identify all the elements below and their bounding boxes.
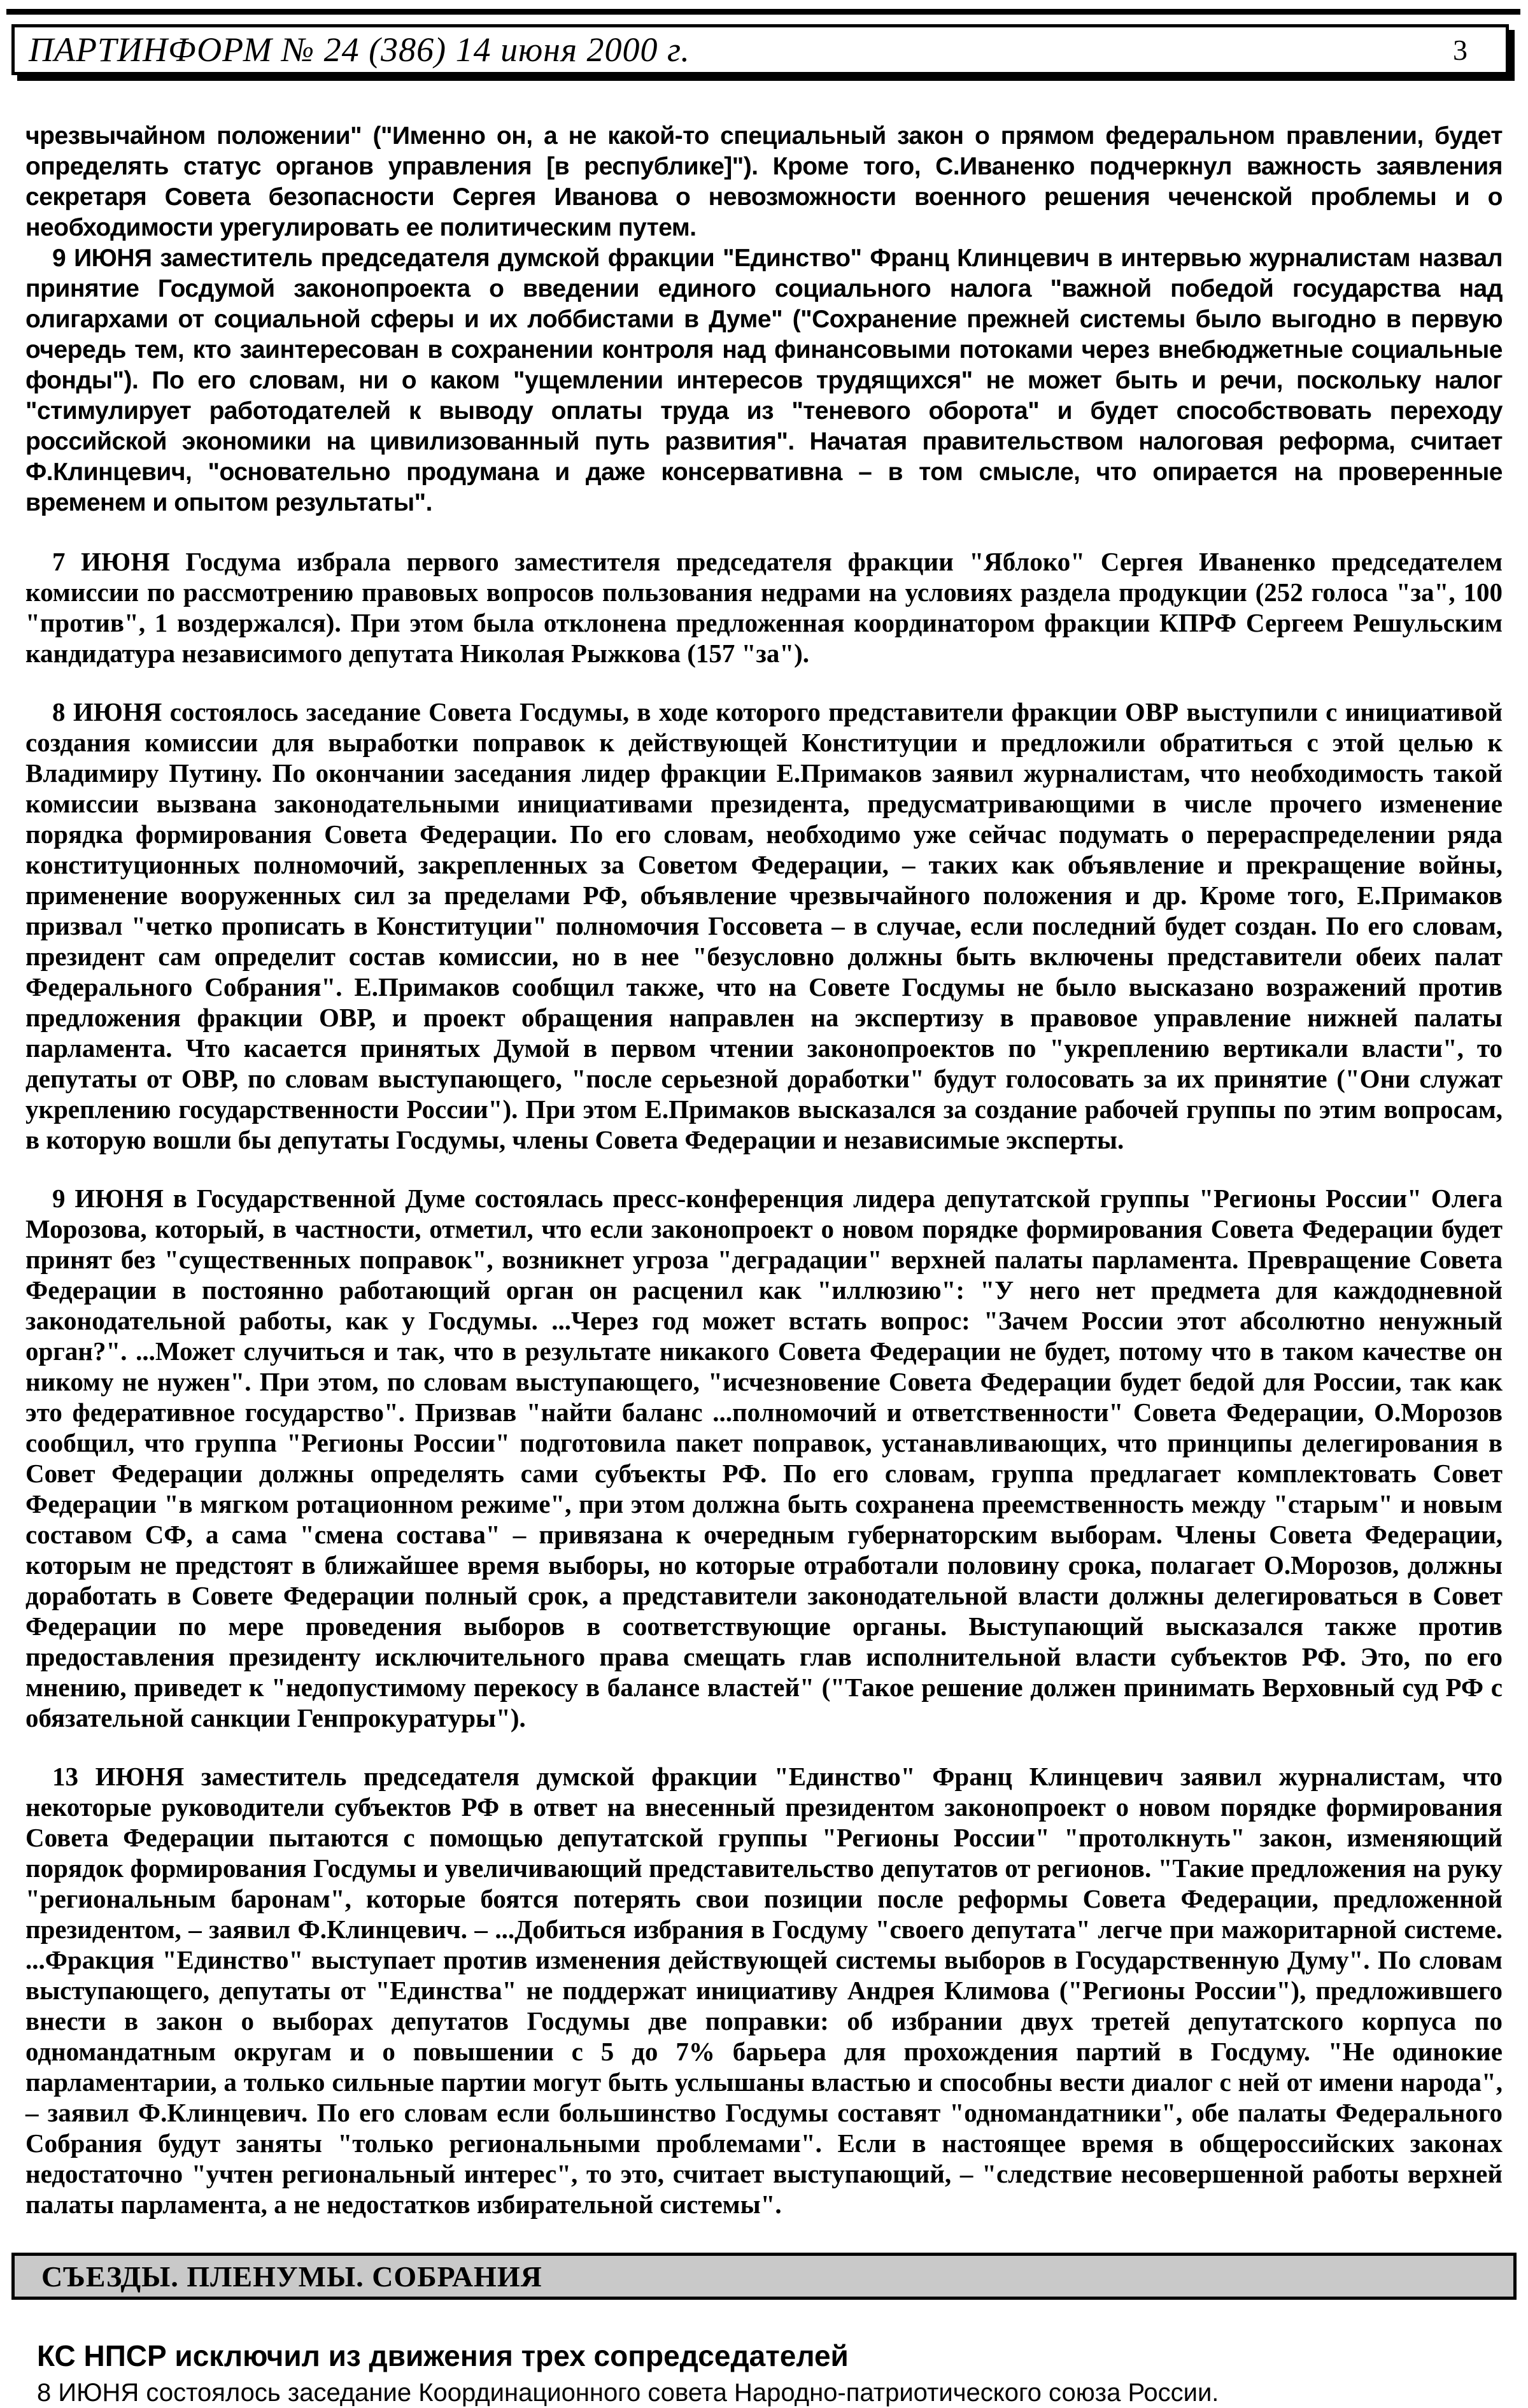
section-title: СЪЕЗДЫ. ПЛЕНУМЫ. СОБРАНИЯ bbox=[41, 2260, 542, 2293]
page-number: 3 bbox=[1453, 33, 1468, 66]
section-header-bar bbox=[11, 2253, 1517, 2300]
body-paragraph: 9 ИЮНЯ заместитель председателя думской фракции "Единство" Франц Клинцевич в интервью журналистам назвал принятие Госдумой законопроекта о введении единого социального налога "важной победой государства над олигархами от социальной сферы и их лоббистами в Думе" ("Сохранение прежней системы было выгодно в первую очередь тем, кто заинтересован в сохранении контроля над финансовыми потоками через внебюджетные социальные фонды"). По его словам, ни о каком "ущемлении интересов трудящихся" не может быть и речи, поскольку налог "стимулирует работодателей к выводу оплаты труда из "теневого оборота" и будет способствовать переходу российской экономики на цивилизованный путь развития". Начатая правительством налоговая реформа, считает Ф.Клинцевич, "основательно продумана и даже консервативна – в том смысле, что опирается на проверенные временем и опытом результаты". bbox=[25, 244, 1503, 516]
body-paragraph: 8 ИЮНЯ состоялось заседание Совета Госдумы, в ходе которого представители фракции ОВР выступили с инициативой создания комиссии для выработки поправок к действующей Конституции и предложили обратиться с этой целью к Владимиру Путину. По окончании заседания лидер фракции Е.Примаков заявил журналистам, что необходимость такой комиссии вызвана законодательными инициативами президента, предусматривающими в числе прочего изменение порядка формирования Совета Федерации. По его словам, необходимо уже сейчас подумать о перераспределении ряда конституционных полномочий, закрепленных за Советом Федерации, – таких как объявление и прекращение войны, применение вооруженных сил за пределами РФ, объявление чрезвычайного положения и др. Кроме того, Е.Примаков призвал "четко прописать в Конституции" полномочия Госсовета – в случае, если последний будет создан. По его словам, президент сам определит состав комиссии, но в нее "безусловно должны быть включены представители обеих палат Федерального Собрания". Е.Примаков сообщил также, что на Совете Госдумы не было высказано возражений против предложения фракции ОВР, и проект обращения направлен на экспертизу в правовое управление нижней палаты парламента. Что касается принятых Думой в первом чтении законопроектов по "укреплению вертикали власти", то депутаты от ОВР, по словам выступающего, "после серьезной доработки" будут голосовать за их принятие ("Они служат укреплению государственности России"). При этом Е.Примаков высказался за создание рабочей группы по этим вопросам, в которую вошли бы депутаты Госдумы, члены Совета Федерации и независимые эксперты. bbox=[25, 697, 1503, 1154]
page-header bbox=[11, 24, 1509, 75]
body-paragraph: 9 ИЮНЯ в Государственной Думе состоялась пресс-конференция лидера депутатской группы "Регионы России" Олега Морозова, который, в частности, отметил, что если законопроект о новом порядке формирования Совета Федерации будет принят без "существенных поправок", возникнет угроза "деградации" верхней палаты парламента. Превращение Совета Федерации в постоянно работающий орган он расценил как "иллюзию": "У него нет предмета для каждодневной законодательной работы, как у Госдумы. ...Через год может встать вопрос: "Зачем России этот абсолютно ненужный орган?". ...Может случиться и так, что в результате никакого Совета Федерации не будет, потому что в таком качестве он никому не нужен". При этом, по словам выступающего, "исчезновение Совета Федерации будет бедой для России, так как это федеративное государство". Призвав "найти баланс ...полномочий и ответственности" Совета Федерации, О.Морозов сообщил, что группа "Регионы России" подготовила пакет поправок, устанавливающих, что принципы делегирования в Совет Федерации должны определять сами субъекты РФ. По его словам, группа предлагает комплектовать Совет Федерации "в мягком ротационном режиме", при этом должна быть сохранена преемственность между "старым" и новым составом СФ, а сама "смена состава" – привязана к очередным губернаторским выборам. Члены Совета Федерации, которым не предстоят в ближайшее время выборы, но которые отработали половину срока, полагает О.Морозов, должны доработать в Совете Федерации полный срок, а представители законодательной власти должны делегироваться в Совет Федерации по мере проведения выборов в соответствующие органы. Выступающий высказался также против предоставления президенту исключительного права смещать глав исполнительной власти субъектов РФ. Это, по его мнению, приведет к "недопустимому перекосу в балансе властей" ("Такое решение должен принимать Верховный суд РФ с обязательной санкции Генпрокуратуры"). bbox=[25, 1184, 1503, 1732]
header-top-rule bbox=[6, 9, 1520, 15]
body-paragraph: чрезвычайном положении" ("Именно он, а не какой-то специальный закон о прямом федеральном правлении, будет определять статус органов управления [в республике]"). Кроме того, С.Иваненко подчеркнул важность заявления секретаря Совета безопасности Сергея Иванова о невозможности военного решения чеченской проблемы и о необходимости урегулировать ее политическим путем. bbox=[25, 122, 1503, 241]
newsletter-page bbox=[0, 9, 1528, 2407]
body-paragraph: 13 ИЮНЯ заместитель председателя думской фракции "Единство" Франц Клинцевич заявил журналистам, что некоторые руководители субъектов РФ в ответ на внесенный президентом законопроект о новом порядке формирования Совета Федерации пытаются с помощью депутатской группы "Регионы России" "протолкнуть" закон, изменяющий порядок формирования Госдумы и увеличивающий представительство депутатов от регионов. "Такие предложения на руку "региональным баронам", которые боятся потерять свои позиции после реформы Совета Федерации, предложенной президентом, – заявил Ф.Клинцевич. – ...Добиться избрания в Госдуму "своего депутата" легче при мажоритарной системе. ...Фракция "Единство" выступает против изменения действующей системы выборов в Государственную Думу". По словам выступающего, депутаты от "Единства" не поддержат инициативу Андрея Климова ("Регионы России"), предложившего внести в закон о выборах депутатов Госдумы две поправки: об избрании двух третей депутатского корпуса по одномандатным округам и о повышении с 5 до 7% барьера для прохождения партий в Госдуму. "Не одинокие парламентарии, а только сильные партии могут быть услышаны властью и способны вести диалог с ней от имени народа", – заявил Ф.Клинцевич. По его словам если большинство Госдумы составят "одномандатники", обе палаты Федерального Собрания будут заняты "только региональными проблемами". Если в настоящее время в общероссийских законах недостаточно "учтен региональный интерес", то это, считает выступающий, – "следствие несовершенной работы верхней палаты парламента, а не недостатков избирательной системы". bbox=[25, 1762, 1503, 2219]
page-body bbox=[25, 121, 1503, 2220]
article-lead: 8 ИЮНЯ состоялось заседание Координационного совета Народно-патриотического союза России. bbox=[37, 2379, 1219, 2407]
body-paragraph: 7 ИЮНЯ Госдума избрала первого заместителя председателя фракции "Яблоко" Сергея Иваненко председателем комиссии по рассмотрению правовых вопросов пользования недрами на условиях раздела продукции (252 голоса "за", 100 "против", 1 воздержался). При этом была отклонена предложенная координатором фракции КПРФ Сергеем Решульским кандидатура независимого депутата Николая Рыжкова (157 "за"). bbox=[25, 547, 1503, 668]
newsletter-title: ПАРТИНФОРМ № 24 (386) 14 июня 2000 г. bbox=[29, 31, 690, 69]
article-title: КС НПСР исключил из движения трех сопредседателей bbox=[37, 2339, 849, 2372]
article-block bbox=[37, 2339, 1503, 2408]
